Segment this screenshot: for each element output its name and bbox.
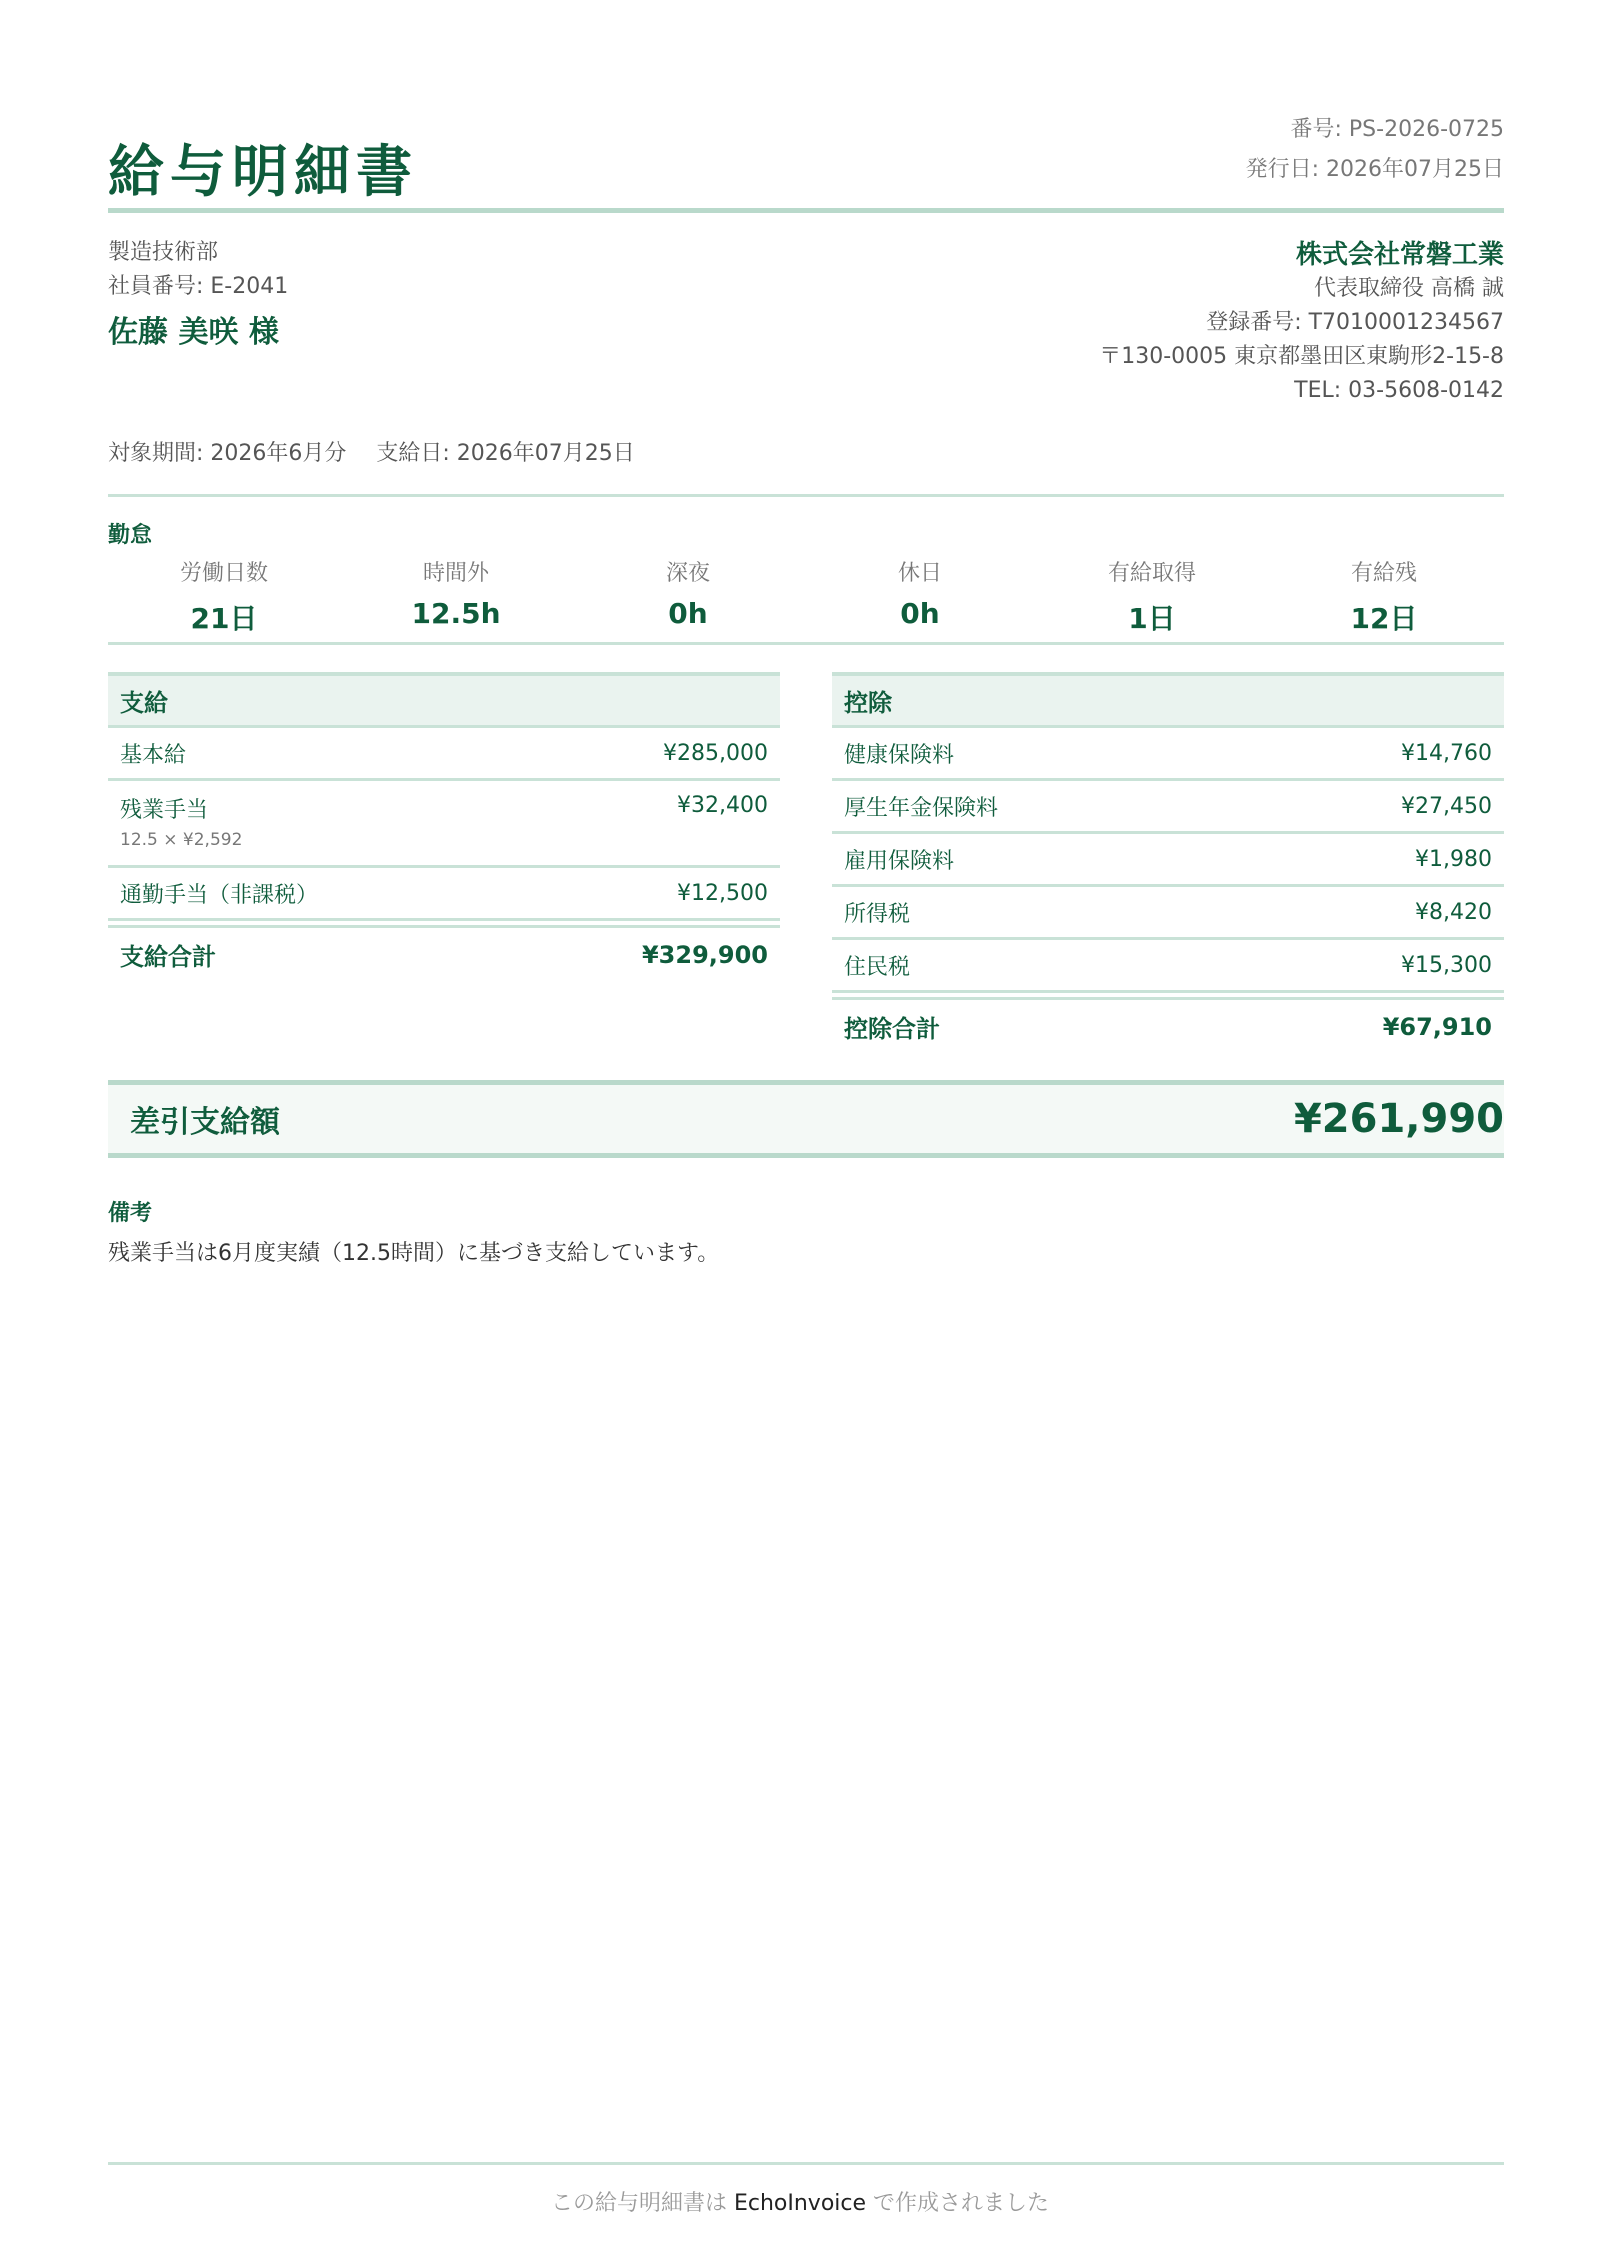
period-divider [108, 494, 1504, 497]
issue-date: 発行日: 2026年07月25日 [1245, 157, 1504, 182]
attendance-label: 時間外 [422, 561, 489, 586]
row-label: 残業手当 [120, 798, 209, 823]
deductions-table [832, 672, 1504, 1053]
attendance-label: 休日 [897, 561, 942, 586]
company-registration: 登録番号: T7010001234567 [1206, 310, 1504, 335]
row-amount: ¥12,500 [677, 880, 768, 906]
row-amount: ¥8,420 [1415, 899, 1492, 925]
attendance-divider [108, 642, 1504, 645]
department: 製造技術部 [108, 240, 219, 265]
total-label: 支給合計 [120, 943, 216, 971]
net-pay-amount: ¥261,990 [1293, 1096, 1504, 1142]
total-amount: ¥329,900 [641, 940, 768, 969]
row-label: 通勤手当（非課税） [120, 882, 319, 908]
attendance-value: 0h [900, 597, 940, 630]
footer-brand: EchoInvoice [733, 2191, 867, 2216]
company-block [1099, 238, 1504, 408]
attendance-row [108, 556, 1504, 637]
header-divider [108, 208, 1504, 213]
document-meta [1246, 110, 1504, 190]
attendance-value: 1日 [1128, 602, 1176, 635]
table-row [832, 887, 1504, 940]
company-representative: 代表取締役 高橋 誠 [1314, 276, 1504, 301]
footer-text [0, 2186, 1600, 2217]
footer-divider [108, 2162, 1504, 2165]
period-line [108, 436, 635, 467]
attendance-label: 有給残 [1350, 561, 1417, 586]
attendance-item [1036, 556, 1268, 637]
pay-date: 支給日: 2026年07月25日 [376, 441, 635, 466]
row-label: 所得税 [844, 901, 911, 927]
remarks-title: 備考 [108, 1201, 153, 1226]
row-label: 厚生年金保険料 [844, 795, 999, 821]
row-amount: ¥15,300 [1401, 952, 1492, 978]
payments-total-row [108, 925, 780, 981]
row-label: 健康保険料 [844, 742, 955, 768]
attendance-value: 12日 [1350, 602, 1418, 635]
employee-block [108, 236, 288, 350]
row-amount: ¥27,450 [1401, 793, 1492, 819]
deductions-header: 控除 [832, 672, 1504, 728]
document-title: 給与明細書 [108, 140, 418, 205]
net-pay-label: 差引支給額 [130, 1105, 280, 1140]
attendance-item [572, 556, 804, 637]
employee-id: 社員番号: E-2041 [108, 274, 289, 299]
attendance-item [1268, 556, 1500, 637]
row-label: 住民税 [844, 954, 911, 980]
document-number: 番号: PS-2026-0725 [1290, 117, 1504, 142]
attendance-value: 21日 [190, 602, 258, 635]
total-label: 控除合計 [844, 1015, 940, 1043]
row-note: 12.5 × ¥2,592 [120, 830, 243, 850]
employee-name: 佐藤 美咲 様 [108, 315, 279, 350]
total-amount: ¥67,910 [1382, 1012, 1492, 1041]
row-label: 基本給 [120, 742, 187, 768]
remarks-text: 残業手当は6月度実績（12.5時間）に基づき支給しています。 [108, 1241, 720, 1266]
attendance-label: 深夜 [665, 561, 710, 586]
target-period: 対象期間: 2026年6月分 [108, 441, 347, 466]
net-pay-bar [108, 1080, 1504, 1158]
attendance-item [804, 556, 1036, 637]
table-row [832, 834, 1504, 887]
payments-table [108, 672, 780, 981]
table-row [108, 868, 780, 921]
attendance-label: 労働日数 [179, 561, 268, 586]
row-amount: ¥285,000 [663, 740, 768, 766]
row-label: 雇用保険料 [844, 848, 955, 874]
row-amount: ¥1,980 [1415, 846, 1492, 872]
attendance-value: 0h [668, 597, 708, 630]
company-name: 株式会社常磐工業 [1295, 240, 1504, 270]
table-row [108, 781, 780, 868]
attendance-item [340, 556, 572, 637]
payments-header: 支給 [108, 672, 780, 728]
attendance-item [108, 556, 340, 637]
table-row [108, 728, 780, 781]
table-row [832, 781, 1504, 834]
attendance-value: 12.5h [411, 597, 501, 630]
row-amount: ¥32,400 [677, 793, 768, 818]
company-address: 〒130-0005 東京都墨田区東駒形2-15-8 [1099, 344, 1504, 369]
attendance-title: 勤怠 [108, 523, 153, 548]
row-amount: ¥14,760 [1401, 740, 1492, 766]
table-row [832, 728, 1504, 781]
table-row [832, 940, 1504, 993]
footer-prefix: この給与明細書は [550, 2191, 727, 2216]
deductions-total-row [832, 997, 1504, 1053]
company-tel: TEL: 03-5608-0142 [1294, 378, 1504, 403]
attendance-label: 有給取得 [1107, 561, 1196, 586]
footer-suffix: で作成されました [873, 2191, 1050, 2216]
